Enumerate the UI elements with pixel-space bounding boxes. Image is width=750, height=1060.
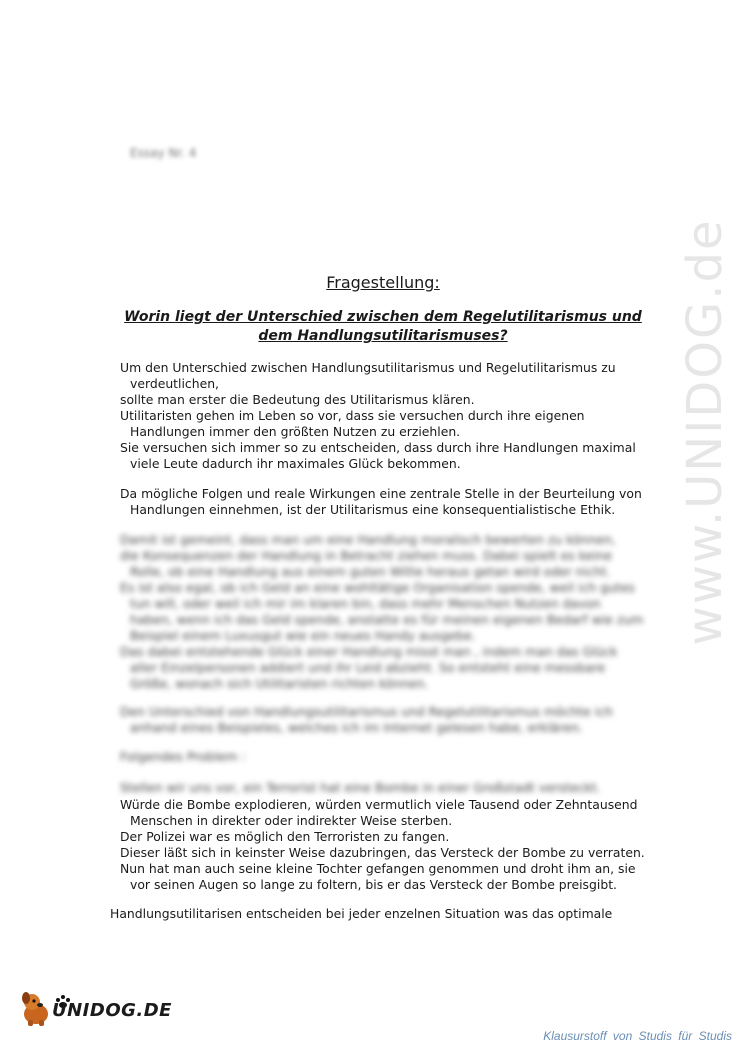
text-line: Sie versuchen sich immer so zu entscheiden, dass durch ihre Handlungen maximal viele Leute dadurch ihr maximales Glück bekommen. bbox=[120, 440, 636, 471]
essay-question: Worin liegt der Unterschied zwischen dem Regelutilitarismus und dem Handlungsutilitarismuses? bbox=[124, 309, 642, 344]
unidog-watermark: www.UNIDOG.de bbox=[677, 218, 733, 646]
page-heading: Fragestellung: bbox=[326, 273, 440, 292]
text-line: Der Polizei war es möglich den Terroristen zu fangen. bbox=[120, 829, 450, 844]
paragraph-consequentialism bbox=[120, 486, 645, 518]
text-line: Den Unterschied von Handlungsutilitarismus und Regelutilitarismus möchte ich anhand eines Beispieles, welches ich im Internet gelesen habe, erklären. bbox=[120, 704, 613, 735]
blurred-paragraph-example bbox=[120, 704, 645, 736]
text-line: Es ist also egal, ob ich Geld an eine wohltätige Organisation spende, weil ich gutes tun will, oder weil ich mir im klaren bin, dass mehr Menschen Nutzen davon haben, wenn ich das Geld spende, anstatte es für meinen eigenen Bedarf wie zum Beispiel einem Luxusgut wie ein neues Handy ausgebe. bbox=[120, 580, 644, 643]
text-line: die Konsequenzen der Handlung in Betracht ziehen muss. Dabei spielt es keine Rolle, ob eine Handlung aus einem guten Willie heraus getan wird oder nicht. bbox=[120, 548, 612, 579]
text-line: Damit ist gemeint, dass man um eine Handlung moralisch bewerten zu können, bbox=[120, 532, 616, 547]
footer-caption: Klausurstoff von Studis für Studis bbox=[543, 1029, 732, 1043]
blurred-bomb-line bbox=[120, 780, 645, 796]
paragraph-intro bbox=[120, 360, 645, 472]
text-line: Folgendes Problem : bbox=[120, 749, 246, 764]
text-line: Um den Unterschied zwischen Handlungsutilitarismus und Regelutilitarismus zu verdeutlichen, bbox=[120, 360, 616, 391]
text-line: Stellen wir uns vor, ein Terrorist hat eine Bombe in einer Großstadt versteckt. bbox=[120, 780, 601, 795]
paragraph-closing: Handlungsutilitarisen entscheiden bei jeder enzelnen Situation was das optimale bbox=[110, 906, 613, 921]
text-line: Würde die Bombe explodieren, würden vermutlich viele Tausend oder Zehntausend Menschen in direkter oder indirekter Weise sterben. bbox=[120, 797, 638, 828]
essay-number-label: Essay Nr. 4 bbox=[130, 146, 197, 160]
paragraph-scenario bbox=[120, 797, 645, 893]
text-line: Dieser läßt sich in keinster Weise dazubringen, das Versteck der Bombe zu verraten. bbox=[120, 845, 645, 860]
text-line: Utilitaristen gehen im Leben so vor, dass sie versuchen durch ihre eigenen Handlungen immer den größten Nutzen zu erziehlen. bbox=[120, 408, 585, 439]
logo-wordmark: UNIDOG.DE bbox=[52, 1000, 172, 1021]
text-line: Nun hat man auch seine kleine Tochter gefangen genommen und droht ihm an, sie vor seinen Augen so lange zu foltern, bis er das Versteck der Bombe preisgibt. bbox=[120, 861, 636, 892]
text-line: Das dabei entstehende Glück einer Handlung misst man , indem man das Glück aller Einzelpersonen addiert und ihr Leid abzieht. So entsteht eine messbare Größe, wonach sich Utilitaristen richten können. bbox=[120, 644, 618, 691]
blurred-problem-label bbox=[120, 749, 645, 765]
text-line: sollte man erster die Bedeutung des Utilitarismus klären. bbox=[120, 392, 475, 407]
blurred-paragraph bbox=[120, 532, 645, 692]
text-line: Da mögliche Folgen und reale Wirkungen eine zentrale Stelle in der Beurteilung von Handlungen einnehmen, ist der Utilitarismus eine konsequentialistische Ethik. bbox=[120, 486, 642, 517]
